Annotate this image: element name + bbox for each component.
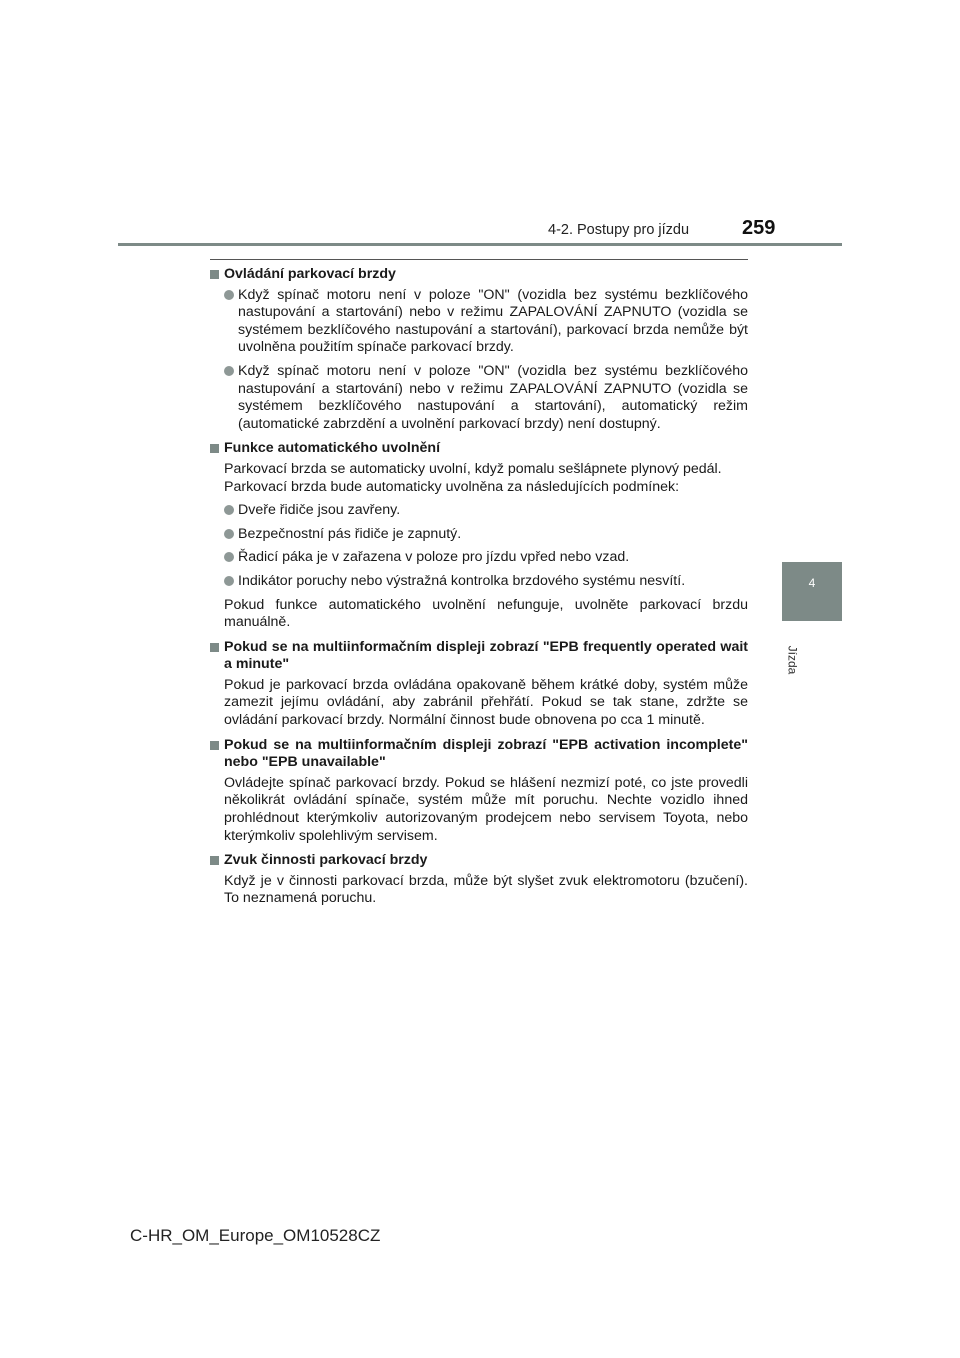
list-item: Dveře řidiče jsou zavřeny. bbox=[210, 502, 748, 520]
section-title: Ovládání parkovací brzdy bbox=[210, 266, 748, 284]
list-item: Když spínač motoru není v poloze "ON" (vozidla bez systému bezklíčového nastupování a startování) nebo v režimu ZAPALOVÁNÍ ZAPNUTO (vozidla se systémem bezklíčového nastupování a startování), automatický režim (automatické zabrzdění a uvolnění parkovací brzdy) není dostupný. bbox=[210, 363, 748, 433]
header-section-title: 4-2. Postupy pro jízdu bbox=[548, 222, 690, 238]
circle-bullet-icon bbox=[224, 505, 234, 515]
section-parking-brake-sound bbox=[210, 852, 748, 908]
page-content bbox=[210, 266, 748, 915]
section-auto-release bbox=[210, 440, 748, 631]
list-item: Když spínač motoru není v poloze "ON" (vozidla bez systému bezklíčového nastupování a startování) nebo v režimu ZAPALOVÁNÍ ZAPNUTO (vozidla se systémem bezklíčového nastupování a startování), parkovací brzda nemůže být uvolněna použitím spínače parkovací brzdy. bbox=[210, 287, 748, 357]
circle-bullet-icon bbox=[224, 576, 234, 586]
paragraph: Pokud je parkovací brzda ovládána opakovaně během krátké doby, systém může zamezit jejímu ovládání, aby zabránil přehřátí. Pokud se tak stane, zdržte se ovládání parkovací brzdy. Normální činnost bude obnovena po cca 1 minutě. bbox=[224, 676, 748, 729]
paragraph: Pokud funkce automatického uvolnění nefunguje, uvolněte parkovací brzdu manuálně. bbox=[224, 596, 748, 631]
chapter-tab[interactable] bbox=[782, 562, 842, 621]
square-bullet-icon bbox=[210, 856, 219, 865]
list-item: Indikátor poruchy nebo výstražná kontrolka brzdového systému nesvítí. bbox=[210, 573, 748, 591]
circle-bullet-icon bbox=[224, 290, 234, 300]
section-title: Funkce automatického uvolnění bbox=[210, 440, 748, 458]
footer-document-id: C-HR_OM_Europe_OM10528CZ bbox=[130, 1226, 381, 1245]
square-bullet-icon bbox=[210, 444, 219, 453]
circle-bullet-icon bbox=[224, 366, 234, 376]
list-item: Bezpečnostní pás řidiče je zapnutý. bbox=[210, 526, 748, 544]
content-top-rule bbox=[210, 259, 748, 260]
section-epb-frequently-operated bbox=[210, 639, 748, 730]
chapter-tab-number: 4 bbox=[808, 576, 816, 590]
paragraph: Ovládejte spínač parkovací brzdy. Pokud se hlášení nezmizí poté, co jste provedli několikrát ovládání spínače, systém může mít poruchu. Nechte vozidlo ihned prohlédnout kterýmkoliv autorizovaným prodejcem nebo servisem Toyota, nebo kterýmkoliv spolehlivým servisem. bbox=[224, 774, 748, 844]
paragraph: Parkovací brzda se automaticky uvolní, když pomalu sešlápnete plynový pedál. Parkovací brzda bude automaticky uvolněna za následujících podmínek: bbox=[224, 460, 722, 495]
circle-bullet-icon bbox=[224, 529, 234, 539]
square-bullet-icon bbox=[210, 643, 219, 652]
section-title: Zvuk činnosti parkovací brzdy bbox=[210, 852, 748, 870]
header-rule bbox=[118, 243, 842, 246]
section-epb-activation-incomplete bbox=[210, 737, 748, 846]
square-bullet-icon bbox=[210, 741, 219, 750]
square-bullet-icon bbox=[210, 270, 219, 279]
section-title: Pokud se na multiinformačním displeji zobrazí "EPB frequently operated wait a minute" bbox=[210, 639, 748, 674]
circle-bullet-icon bbox=[224, 552, 234, 562]
section-title: Pokud se na multiinformačním displeji zobrazí "EPB activation incomplete" nebo "EPB unavailable" bbox=[210, 737, 748, 772]
paragraph: Když je v činnosti parkovací brzda, může být slyšet zvuk elektromotoru (bzučení). To neznamená poruchu. bbox=[224, 872, 748, 907]
list-item: Řadicí páka je v zařazena v poloze pro jízdu vpřed nebo vzad. bbox=[210, 549, 748, 567]
section-parking-brake-operation bbox=[210, 266, 748, 433]
page-number: 259 bbox=[742, 217, 776, 239]
chapter-tab-label: Jízda bbox=[785, 645, 799, 675]
